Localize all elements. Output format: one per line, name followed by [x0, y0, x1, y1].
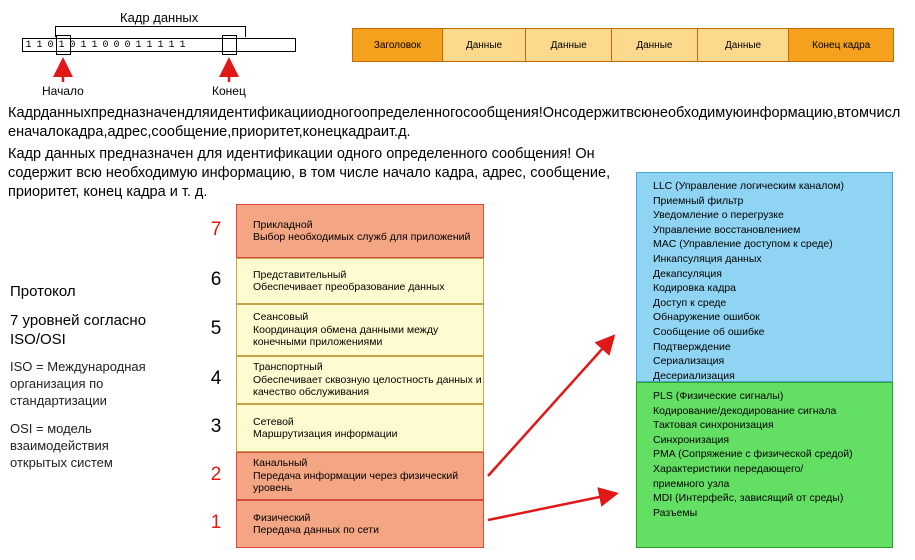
layer-title: Транспортный	[253, 361, 323, 374]
feature-item: MAC (Управление доступом к среде)	[653, 238, 833, 251]
frame-structure-bar	[352, 28, 894, 62]
feature-item: Десериализация	[653, 369, 735, 382]
bit-10: 1	[135, 39, 142, 51]
frame-title: Кадр данных	[120, 10, 199, 25]
layer-title: Канальный	[253, 457, 308, 470]
layer-description: Передача информации через физический уровень	[253, 469, 459, 495]
end-label: Конец	[212, 84, 246, 98]
frame-cell-data: Данные	[698, 29, 790, 61]
physical-arrow	[488, 494, 614, 520]
feature-item: Инкапсуляция данных	[653, 252, 762, 265]
iso-definition: ISO = Международная организация по стандартизации	[10, 359, 146, 408]
layer-description: Передача данных по сети	[253, 524, 379, 536]
layer-description: Координация обмена данными между конечными приложениями	[253, 323, 439, 349]
bit-4: 0	[69, 39, 76, 51]
bit-6: 1	[91, 39, 98, 51]
datalink-arrow	[488, 338, 612, 476]
feature-item: Подтверждение	[653, 340, 731, 353]
layer-number-5: 5	[210, 318, 222, 339]
feature-item: Характеристики передающего/	[653, 462, 804, 475]
start-label: Начало	[42, 84, 84, 98]
feature-item: MDI (Интерфейс, зависящий от среды)	[653, 492, 844, 505]
datalink-details-box	[636, 172, 893, 382]
osi-layer-6	[236, 258, 484, 304]
layer-number-4: 4	[210, 368, 222, 389]
bit-9: 0	[124, 39, 131, 51]
paragraph-collapsed: Кадрданныхпредназначендляидентификацииодногоопределенногосообщения!Онсодержитвсюнеобходимуюинформацию,втомчисленачалокадра,адрес,сообщение,приоритет,конецкадраит.д.	[8, 105, 901, 140]
layer-description: Маршрутизация информации	[253, 428, 398, 440]
protocol-label: Протокол	[10, 283, 76, 300]
layer-title: Сетевой	[253, 415, 294, 428]
osi-layer-1	[236, 500, 484, 548]
layer-number-2: 2	[210, 464, 222, 485]
bit-5: 1	[80, 39, 87, 51]
layer-title: Представительный	[253, 268, 347, 281]
layer-number-6: 6	[210, 269, 222, 290]
feature-item: Управление восстановлением	[653, 223, 801, 236]
osi-layer-3	[236, 404, 484, 452]
bit-1: 1	[36, 39, 43, 51]
feature-item: PLS (Физические сигналы)	[653, 390, 784, 402]
osi-layer-7	[236, 204, 484, 258]
feature-item: Декапсуляция	[653, 267, 722, 280]
layer-description: Обеспечивает сквозную целостность данных и качество обслуживания	[253, 373, 482, 399]
layer-number-7: 7	[210, 219, 222, 240]
feature-item: LLC (Управление логическим каналом)	[653, 180, 844, 192]
feature-item: Кодировка кадра	[653, 282, 737, 295]
feature-item: Разъемы	[653, 506, 698, 519]
feature-item: Приемный фильтр	[653, 194, 744, 207]
bit-7: 0	[102, 39, 109, 51]
layer-title: Сеансовый	[253, 311, 309, 324]
feature-item: PMA (Сопряжение с физической средой)	[653, 448, 853, 461]
feature-item: Доступ к среде	[653, 296, 727, 309]
layer-number-1: 1	[210, 512, 222, 533]
feature-item: Сообщение об ошибке	[653, 325, 765, 338]
frame-cell-data: Данные	[526, 29, 612, 61]
layer-description: Обеспечивает преобразование данных	[253, 281, 445, 293]
feature-item: Кодирование/декодирование сигнала	[653, 404, 837, 417]
layer-title: Прикладной	[253, 218, 313, 231]
feature-item: Обнаружение ошибок	[653, 311, 760, 324]
frame-cell-data: Данные	[443, 29, 527, 61]
bit-2: 0	[47, 39, 54, 51]
layer-number-3: 3	[210, 416, 222, 437]
paragraph: Кадр данных предназначен для идентификации одного определенного сообщения! Он содержит всю необходимую информацию, в том числе начало кадра, адрес, сообщение, приоритет, конец кадра и т. д.	[8, 146, 611, 200]
osi-layer-2	[236, 452, 484, 500]
osi-layer-4	[236, 356, 484, 404]
feature-item: приемного узла	[653, 477, 730, 490]
bit-0: 1	[25, 39, 32, 51]
bit-11: 1	[146, 39, 153, 51]
osi-layer-5	[236, 304, 484, 356]
frame-cell-data: Данные	[612, 29, 698, 61]
seven-layers-label: 7 уровней согласно ISO/OSI	[10, 312, 147, 348]
osi-definition: OSI = модель взаимодействия открытых систем	[10, 421, 113, 470]
layer-description: Выбор необходимых служб для приложений	[253, 231, 471, 243]
bit-14: 1	[179, 39, 186, 51]
feature-item: Сериализация	[653, 355, 725, 368]
feature-item: Синхронизация	[653, 433, 730, 446]
bit-8: 0	[113, 39, 120, 51]
layer-title: Физический	[253, 511, 311, 524]
bit-12: 1	[157, 39, 164, 51]
feature-item: Уведомление о перегрузке	[653, 209, 784, 222]
bit-13: 1	[168, 39, 175, 51]
bit-3: 1	[58, 39, 65, 51]
feature-item: Тактовая синхронизация	[653, 419, 774, 432]
frame-cell-header: Конец кадра	[789, 29, 893, 61]
frame-cell-header: Заголовок	[353, 29, 443, 61]
physical-details-box	[636, 382, 893, 548]
